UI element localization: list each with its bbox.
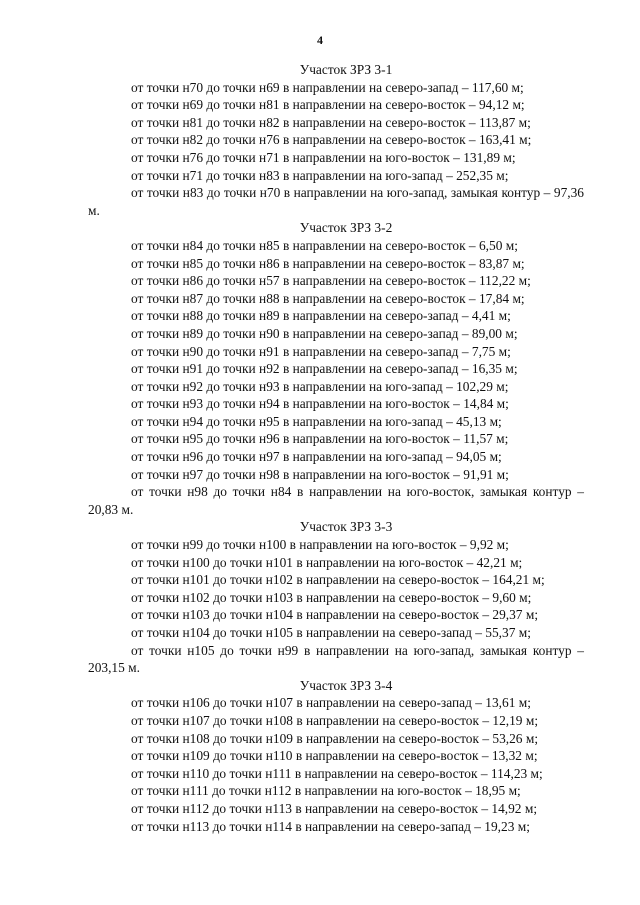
boundary-line: от точки н90 до точки н91 в направлении на северо-запад – 7,75 м;: [131, 343, 511, 359]
boundary-line: от точки н113 до точки н114 в направлении на северо-запад – 19,23 м;: [131, 818, 530, 834]
boundary-line: от точки н96 до точки н97 в направлении на юго-запад – 94,05 м;: [131, 449, 502, 465]
document-body: [88, 61, 584, 835]
boundary-line: от точки н71 до точки н83 в направлении на юго-запад – 252,35 м;: [131, 167, 509, 183]
page-number: 4: [317, 33, 323, 47]
closing-boundary-line: от точки н98 до точки н84 в направлении на юго-восток, замыкая контур – 20,83 м.: [88, 484, 584, 517]
boundary-line: от точки н89 до точки н90 в направлении на северо-запад – 89,00 м;: [131, 325, 518, 341]
boundary-line: от точки н100 до точки н101 в направлении на юго-восток – 42,21 м;: [131, 554, 523, 570]
boundary-line: от точки н84 до точки н85 в направлении на северо-восток – 6,50 м;: [131, 237, 518, 253]
boundary-line: от точки н91 до точки н92 в направлении на северо-запад – 16,35 м;: [131, 361, 518, 377]
boundary-line: от точки н106 до точки н107 в направлении на северо-запад – 13,61 м;: [131, 695, 531, 711]
boundary-line: от точки н101 до точки н102 в направлении на северо-восток – 164,21 м;: [131, 572, 545, 588]
section-title: Участок ЗРЗ 3-3: [299, 519, 393, 535]
boundary-line: от точки н102 до точки н103 в направлении на северо-восток – 9,60 м;: [131, 589, 532, 605]
closing-boundary-line: от точки н83 до точки н70 в направлении на юго-запад, замыкая контур – 97,36 м.: [88, 185, 584, 218]
boundary-line: от точки н111 до точки н112 в направлении на юго-восток – 18,95 м;: [131, 783, 521, 799]
section: [88, 677, 584, 835]
section: [88, 219, 584, 518]
boundary-line: от точки н99 до точки н100 в направлении на юго-восток – 9,92 м;: [131, 537, 509, 553]
boundary-line: от точки н70 до точки н69 в направлении на северо-запад – 117,60 м;: [131, 79, 524, 95]
boundary-line: от точки н94 до точки н95 в направлении на юго-запад – 45,13 м;: [131, 413, 502, 429]
boundary-line: от точки н82 до точки н76 в направлении на северо-восток – 163,41 м;: [131, 132, 532, 148]
boundary-line: от точки н86 до точки н57 в направлении на северо-восток – 112,22 м;: [131, 273, 531, 289]
boundary-line: от точки н104 до точки н105 в направлении на северо-запад – 55,37 м;: [131, 625, 531, 640]
boundary-line: от точки н97 до точки н98 в направлении на юго-восток – 91,91 м;: [131, 466, 509, 482]
boundary-line: от точки н88 до точки н89 в направлении на северо-запад – 4,41 м;: [131, 308, 511, 324]
boundary-line: от точки н95 до точки н96 в направлении на юго-восток – 11,57 м;: [131, 431, 509, 447]
section: [88, 518, 584, 676]
boundary-line: от точки н69 до точки н81 в направлении на северо-восток – 94,12 м;: [131, 97, 525, 113]
boundary-line: от точки н93 до точки н94 в направлении на юго-восток – 14,84 м;: [131, 396, 509, 412]
boundary-line: от точки н110 до точки н111 в направлении на северо-восток – 114,23 м;: [131, 765, 543, 781]
boundary-line: от точки н85 до точки н86 в направлении на северо-восток – 83,87 м;: [131, 255, 525, 271]
boundary-line: от точки н81 до точки н82 в направлении на северо-восток – 113,87 м;: [131, 114, 531, 130]
section: [88, 61, 584, 219]
section-title: Участок ЗРЗ 3-2: [299, 220, 393, 236]
boundary-line: от точки н112 до точки н113 в направлении на северо-восток – 14,92 м;: [131, 800, 538, 816]
section-title: Участок ЗРЗ 3-4: [299, 677, 393, 693]
boundary-line: от точки н87 до точки н88 в направлении на северо-восток – 17,84 м;: [131, 290, 525, 306]
section-title: Участок ЗРЗ 3-1: [299, 62, 393, 77]
closing-boundary-line: от точки н105 до точки н99 в направлении на юго-запад, замыкая контур – 203,15 м.: [88, 642, 584, 676]
boundary-line: от точки н76 до точки н71 в направлении на юго-восток – 131,89 м;: [131, 149, 516, 165]
boundary-line: от точки н103 до точки н104 в направлении на северо-восток – 29,37 м;: [131, 607, 539, 623]
boundary-line: от точки н107 до точки н108 в направлении на северо-восток – 12,19 м;: [131, 712, 539, 728]
boundary-line: от точки н109 до точки н110 в направлении на северо-восток – 13,32 м;: [131, 748, 538, 764]
boundary-line: от точки н108 до точки н109 в направлении на северо-восток – 53,26 м;: [131, 730, 539, 746]
boundary-line: от точки н92 до точки н93 в направлении на юго-запад – 102,29 м;: [131, 378, 509, 394]
